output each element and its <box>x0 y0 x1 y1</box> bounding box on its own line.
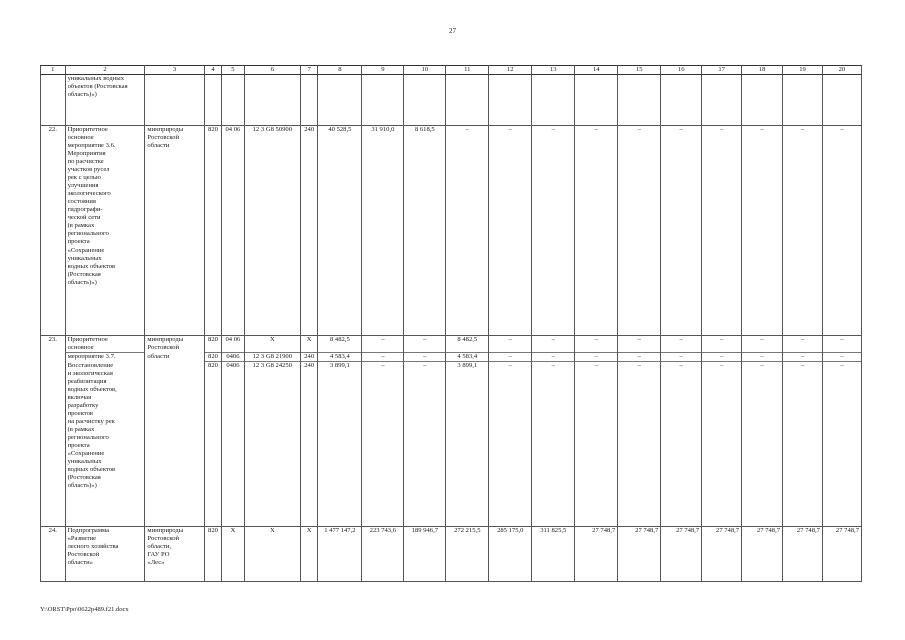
value-year: – <box>822 353 861 362</box>
row-number: 24. <box>41 527 66 582</box>
grbs-code: 820 <box>204 126 221 336</box>
value-year: – <box>783 353 823 362</box>
value-year: 27 748,7 <box>618 527 661 582</box>
activity-name: мероприятие 3.7. <box>65 353 145 362</box>
vr-code: 240 <box>300 126 317 336</box>
budget-table <box>40 65 862 582</box>
table-row <box>41 353 862 362</box>
value-year: – <box>661 353 702 362</box>
value-year: – <box>783 362 823 371</box>
value-year: – <box>532 126 575 336</box>
value-year: 8 482,5 <box>446 336 489 353</box>
value-year: – <box>742 362 783 371</box>
activity-name: Подпрограмма «Развитие лесного хозяйства Ростовской области» <box>65 527 145 582</box>
value-year: – <box>783 126 823 336</box>
value-year: – <box>702 336 742 353</box>
value-year: – <box>575 126 618 336</box>
col-header: 4 <box>204 66 221 75</box>
col-header: 13 <box>532 66 575 75</box>
value-year: – <box>661 126 702 336</box>
value-year: 27 748,7 <box>822 527 861 582</box>
value-year: 223 743,6 <box>362 527 404 582</box>
csr-code: Х <box>244 336 300 353</box>
value-year: 272 215,5 <box>446 527 489 582</box>
table-row <box>41 126 862 336</box>
col-header: 1 <box>41 66 66 75</box>
vr-code: Х <box>300 527 317 582</box>
rzpr-code: 0406 <box>222 353 245 362</box>
col-header: 5 <box>222 66 245 75</box>
vr-code: 240 <box>300 362 317 371</box>
page-number: 27 <box>449 27 456 35</box>
value-year: – <box>489 336 532 353</box>
value-year: – <box>532 336 575 353</box>
value-total: 40 528,5 <box>318 126 362 336</box>
executor: минприроды Ростовской области, ГАУ РО «Лес» <box>145 527 204 582</box>
value-year: – <box>362 353 404 362</box>
value-year: 27 748,7 <box>661 527 702 582</box>
col-header: 16 <box>661 66 702 75</box>
col-header: 15 <box>618 66 661 75</box>
value-year: – <box>822 362 861 371</box>
executor: минприроды Ростовской <box>145 336 204 353</box>
value-year: 27 748,7 <box>702 527 742 582</box>
col-header: 8 <box>318 66 362 75</box>
col-header: 11 <box>446 66 489 75</box>
value-year: – <box>446 126 489 336</box>
value-year: – <box>822 126 861 336</box>
value-year: 189 946,7 <box>404 527 446 582</box>
table-row <box>41 527 862 582</box>
col-header: 19 <box>783 66 823 75</box>
value-year: – <box>489 353 532 362</box>
col-header: 14 <box>575 66 618 75</box>
value-year: – <box>702 353 742 362</box>
value-year: 285 175,0 <box>489 527 532 582</box>
value-total: 3 899,1 <box>318 362 362 371</box>
csr-code: Х <box>244 527 300 582</box>
csr-code: 12 3 G8 24250 <box>244 362 300 371</box>
activity-name: Восстановление и экологическая реабилитация водных объектов, включая разработку проектов на расчистку рек (в рамках регионального проекта «Сохранение уникальных водных объектов (Ростовская область)») <box>65 362 145 527</box>
value-year: 27 748,7 <box>783 527 823 582</box>
grbs-code: 820 <box>204 527 221 582</box>
value-year: 311 825,5 <box>532 527 575 582</box>
value-year: – <box>575 353 618 362</box>
col-header: 17 <box>702 66 742 75</box>
value-year: – <box>404 362 446 371</box>
csr-code: 12 3 G8 21900 <box>244 353 300 362</box>
value-year: 31 910,0 <box>362 126 404 336</box>
value-year: – <box>661 362 702 371</box>
value-year: – <box>618 126 661 336</box>
row-number: 23. <box>41 336 66 527</box>
col-header: 3 <box>145 66 204 75</box>
value-year: – <box>702 362 742 371</box>
table-row-continuation <box>41 75 862 126</box>
value-year: 8 618,5 <box>404 126 446 336</box>
value-year: – <box>742 126 783 336</box>
col-header: 10 <box>404 66 446 75</box>
csr-code: 12 3 G8 50900 <box>244 126 300 336</box>
rzpr-code: 04 06 <box>222 336 245 353</box>
row-number: 22. <box>41 126 66 336</box>
col-header: 6 <box>244 66 300 75</box>
vr-code: Х <box>300 336 317 353</box>
grbs-code: 820 <box>204 353 221 362</box>
value-year: – <box>532 353 575 362</box>
value-year: – <box>618 362 661 371</box>
value-year: – <box>661 336 702 353</box>
value-year: – <box>783 336 823 353</box>
value-year: – <box>362 336 404 353</box>
value-total: 4 583,4 <box>318 353 362 362</box>
rzpr-code: 04 06 <box>222 126 245 336</box>
col-header: 12 <box>489 66 532 75</box>
file-path-footer: Y:\ORST\Ppo\0622p489.f21.docx <box>40 606 129 613</box>
value-year: – <box>404 336 446 353</box>
value-total: 1 477 147,2 <box>318 527 362 582</box>
col-header: 18 <box>742 66 783 75</box>
value-year: – <box>742 353 783 362</box>
value-year: – <box>618 336 661 353</box>
value-year: 27 748,7 <box>742 527 783 582</box>
value-total: 8 482,5 <box>318 336 362 353</box>
value-year: – <box>489 126 532 336</box>
header-row <box>41 66 862 75</box>
col-header: 2 <box>65 66 145 75</box>
value-year: – <box>575 362 618 371</box>
activity-name: уникальных водных объектов (Ростовская область)») <box>65 75 145 126</box>
value-year: – <box>575 336 618 353</box>
value-year: – <box>404 353 446 362</box>
grbs-code: 820 <box>204 362 221 371</box>
executor: области <box>145 353 204 527</box>
value-year: – <box>822 336 861 353</box>
activity-name: Приоритетное основное <box>65 336 145 353</box>
col-header: 9 <box>362 66 404 75</box>
table-row <box>41 336 862 353</box>
value-year: 3 899,1 <box>446 362 489 371</box>
vr-code: 240 <box>300 353 317 362</box>
grbs-code: 820 <box>204 336 221 353</box>
col-header: 20 <box>822 66 861 75</box>
executor: минприроды Ростовской области <box>145 126 204 336</box>
value-year: – <box>618 353 661 362</box>
value-year: – <box>702 126 742 336</box>
value-year: – <box>489 362 532 371</box>
rzpr-code: 0406 <box>222 362 245 371</box>
value-year: – <box>742 336 783 353</box>
value-year: – <box>532 362 575 371</box>
value-year: – <box>362 362 404 371</box>
activity-name: Приоритетное основное мероприятие 3.6. Мероприятия по расчистке участков русел рек с целью улучшения экологического состояния гидрографи- ческой сети (в рамках регионального проекта «Сохранение уникальных водных объектов (Ростовская область)») <box>65 126 145 336</box>
value-year: 27 748,7 <box>575 527 618 582</box>
col-header: 7 <box>300 66 317 75</box>
rzpr-code: Х <box>222 527 245 582</box>
value-year: 4 583,4 <box>446 353 489 362</box>
